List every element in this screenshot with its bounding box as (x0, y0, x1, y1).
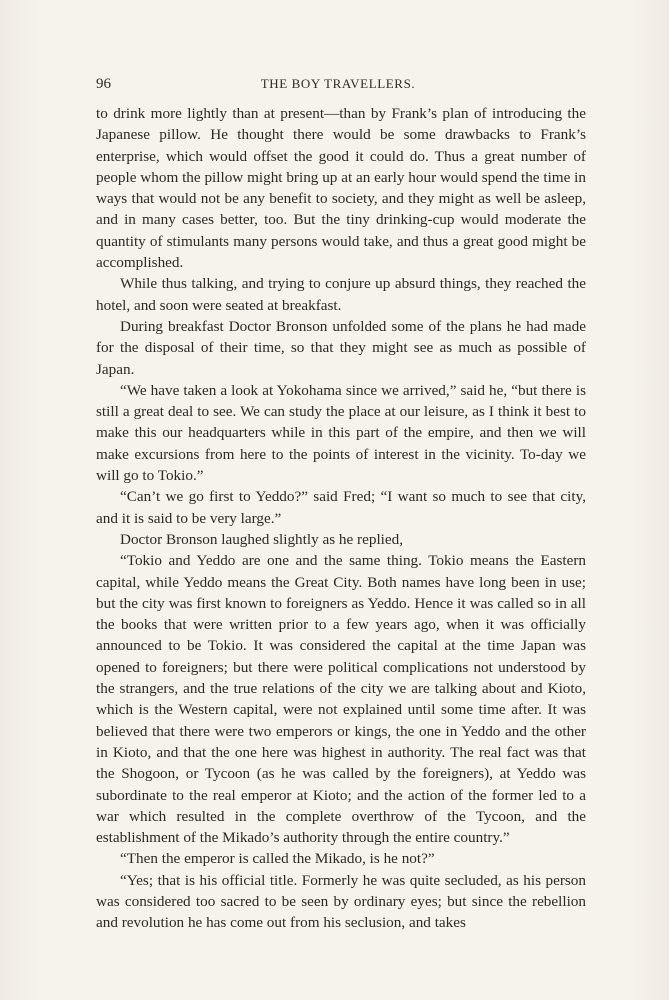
page-number: 96 (96, 76, 111, 92)
paragraph: Doctor Bronson laughed slightly as he replied, (120, 530, 404, 548)
paragraph: During breakfast Doctor Bronson unfolded some of the plans he had made for the disposal of their time, so that they might see as much as possible of Japan. (96, 317, 586, 378)
body-text (96, 103, 586, 934)
page-header (96, 76, 580, 96)
paragraph: “Then the emperor is called the Mikado, is he not?” (120, 850, 435, 868)
paragraph: “Yes; that is his official title. Formerly he was quite secluded, as his person was considered too sacred to be seen by ordinary eyes; but since the rebellion and revolution he has come out from his seclusion, and takes (96, 871, 586, 932)
paragraph: “Can’t we go first to Yeddo?” said Fred; “I want so much to see that city, and it is said to be very large.” (96, 488, 586, 527)
paragraph-continued: to drink more lightly than at present—than by Frank’s plan of introducing the Japanese pillow. He thought there would be some drawbacks to Frank’s enterprise, which would offset the good it could do. Thus a great number of people whom the pillow might bring up at an early hour would spend the time in ways that would not be any benefit to society, and they might as well be asleep, and in many cases better, too. But the tiny drinking-cup would moderate the quantity of stimulants many persons would take, and thus a great good might be accomplished. (96, 105, 586, 272)
paragraph: While thus talking, and trying to conjure up absurd things, they reached the hotel, and soon were seated at breakfast. (96, 275, 586, 314)
paragraph: “We have taken a look at Yokohama since we arrived,” said he, “but there is still a great deal to see. We can study the place at our leisure, as I think it best to make this our headquarters while in this part of the empire, and then we will make excursions from here to the points of interest in the vicinity. To-day we will go to Tokio.” (96, 381, 586, 485)
paragraph: “Tokio and Yeddo are one and the same thing. Tokio means the Eastern capital, while Yeddo means the Great City. Both names have long been in use; but the city was first known to foreigners as Yeddo. Hence it was called so in all the books that were written prior to a few years ago, when it was officially announced to be Tokio. It was considered the capital at the time Japan was opened to foreigners; but there were political complications not understood by the strangers, and the true relations of the city we are talking about and Kioto, which is the Western capital, were not explained until some time after. It was believed that there were two emperors or kings, the one in Yeddo and the other in Kioto, and that the one here was highest in authority. The real fact was that the Shogoon, or Tycoon (as he was called by the foreigners), at Yeddo was subordinate to the real emperor at Kioto; and the action of the former led to a war which resulted in the complete overthrow of the Tycoon, and the establishment of the Mikado’s authority through the entire country.” (96, 552, 586, 847)
running-title: THE BOY TRAVELLERS. (260, 76, 416, 91)
